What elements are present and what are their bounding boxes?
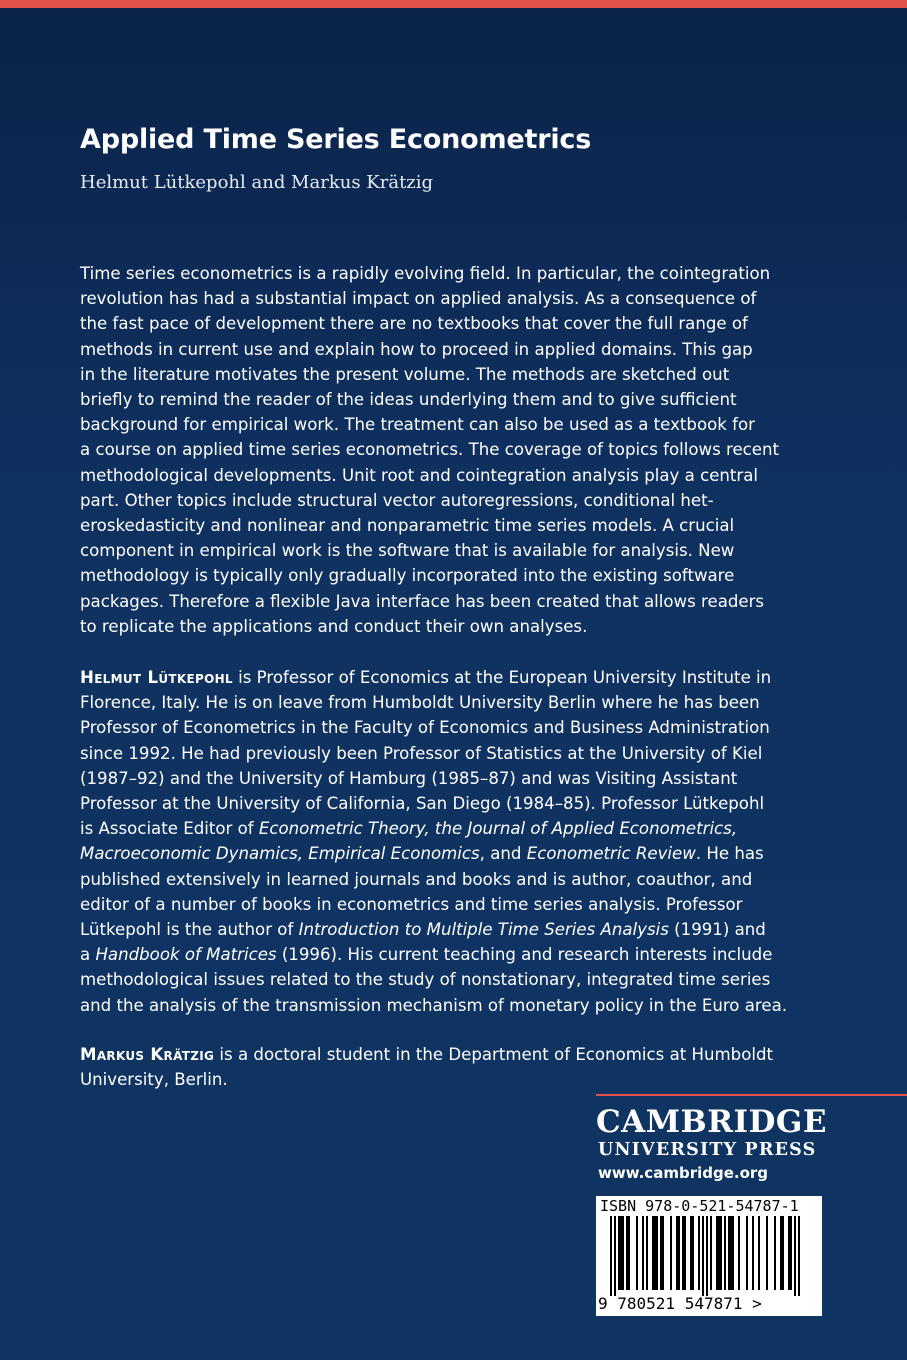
barcode-bar [690,1216,692,1290]
bio-line: and the analysis of the transmission mechanism of monetary policy in the Euro area. [80,995,788,1015]
blurb-line: part. Other topics include structural vector autoregressions, conditional het- [80,490,714,510]
barcode-bar [702,1216,704,1296]
publisher-subtitle: UNIVERSITY PRESS [598,1140,817,1160]
barcode-bar [774,1216,776,1290]
barcode-bar [636,1216,638,1290]
barcode-bar [654,1216,656,1290]
blurb-line: methodological developments. Unit root and cointegration analysis play a central [80,465,759,485]
barcode-bar [780,1216,782,1290]
barcode-bar [610,1216,612,1296]
bio-line: (1987–92) and the University of Hamburg (1985–87) and was Visiting Assistant [80,768,738,788]
barcode-bar [788,1216,790,1290]
bio-line: published extensively in learned journals and books and is author, coauthor, and [80,869,753,889]
publisher-divider [596,1094,907,1096]
barcode-bar [678,1216,680,1290]
barcode-bar [758,1216,760,1290]
barcode-bar [652,1216,654,1290]
barcode-bar [614,1216,616,1296]
barcode-bar [618,1216,620,1290]
barcode-bar [698,1216,700,1290]
bio-line: Florence, Italy. He is on leave from Humboldt University Berlin where he has been [80,693,760,713]
barcode-bar [656,1216,658,1290]
barcode-bar [662,1216,664,1290]
blurb-line: to replicate the applications and conduct their own analyses. [80,616,588,636]
barcode-bar [782,1216,784,1290]
blurb-line: in the literature motivates the present volume. The methods are sketched out [80,364,730,384]
blurb-line: Time series econometrics is a rapidly evolving field. In particular, the cointegration [80,264,771,283]
book-authors: Helmut Lütkepohl and Markus Krätzig [80,172,434,193]
bio-line: since 1992. He had previously been Professor of Statistics at the University of Kiel [80,743,763,763]
blurb-paragraph [80,261,830,639]
barcode-bar [706,1216,708,1296]
barcode-bar [676,1216,678,1290]
barcode-bar [684,1216,686,1290]
publisher-url: www.cambridge.org [598,1164,769,1182]
bio-line: methodological issues related to the study of nonstationary, integrated time series [80,970,771,990]
bio-line: Professor at the University of California, San Diego (1984–85). Professor Lütkepohl [80,794,765,814]
barcode-bar [790,1216,792,1290]
blurb-line: component in empirical work is the software that is available for analysis. New [80,541,735,561]
isbn-barcode [596,1196,822,1316]
barcode-bars [596,1216,822,1296]
barcode-bar [622,1216,624,1290]
barcode-bar [692,1216,694,1290]
barcode-bar [728,1216,730,1290]
barcode-bar [710,1216,712,1290]
barcode-bar [720,1216,722,1290]
barcode-bar [682,1216,684,1290]
barcode-bar [670,1216,672,1290]
barcode-bar [738,1216,740,1290]
barcode-bar [646,1216,648,1290]
blurb-line: methods in current use and explain how to proceed in applied domains. This gap [80,339,753,359]
barcode-bar [732,1216,734,1290]
bio-line: editor of a number of books in econometrics and time series analysis. Professor [80,894,743,914]
book-reference: Handbook of Matrices [95,945,277,965]
blurb-line: briefly to remind the reader of the ideas underlying them and to give sufficient [80,390,737,410]
bio-line: University, Berlin. [80,1070,228,1090]
isbn-label: ISBN 978-0-521-54787-1 [600,1197,799,1215]
author-bio-kratzig: Markus Krätzig is a doctoral student in the Department of Economics at Humboldt University, Berlin. [80,1042,830,1092]
barcode-bar [794,1216,796,1296]
barcode-bar [660,1216,662,1290]
blurb-line: a course on applied time series econometrics. The coverage of topics follows recent [80,440,780,460]
bio-author-name: Markus Krätzig [80,1045,215,1064]
barcode-bar [716,1216,718,1290]
book-reference: Introduction to Multiple Time Series Analysis [298,920,669,940]
ean-digits: 9 780521 547871 > [598,1294,762,1313]
barcode-bar [626,1216,628,1290]
blurb-line: the fast pace of development there are no textbooks that cover the full range of [80,314,748,334]
barcode-bar [730,1216,732,1290]
barcode-bar [642,1216,644,1290]
barcode-bar [628,1216,630,1290]
journal-titles: Econometric Theory, the Journal of Applied Econometrics, [258,819,738,839]
blurb-line: methodology is typically only gradually incorporated into the existing software [80,566,735,586]
blurb-line: background for empirical work. The treatment can also be used as a textbook for [80,415,755,435]
bio-line: Professor of Econometrics in the Faculty of Economics and Business Administration [80,718,770,738]
barcode-bar [724,1216,726,1290]
book-title: Applied Time Series Econometrics [80,124,592,155]
barcode-bar [620,1216,622,1290]
blurb-line: eroskedasticity and nonlinear and nonparametric time series models. A crucial [80,516,735,536]
barcode-bar [766,1216,768,1290]
barcode-bar [746,1216,748,1290]
blurb-line: packages. Therefore a flexible Java interface has been created that allows readers [80,591,765,611]
blurb-line: revolution has had a substantial impact on applied analysis. As a consequence of [80,289,757,309]
barcode-bar [752,1216,754,1290]
publisher-logo: CAMBRIDGE [596,1104,827,1140]
top-accent-band [0,0,907,8]
author-bio-lutkepohl: Helmut Lütkepohl is Professor of Economics at the European University Institute in Florence, Italy. He is on leave from Humboldt University Berlin where he has been Professor of Econometrics in the Faculty of Economics and Business Administration since 1992. He had previously been Professor of Statistics at the University of Kiel (1987–92) and the University of Hamburg (1985–87) and was Visiting Assistant Professor at the University of California, San Diego (1984–85). Professor Lütkepohl is Associate Editor of Econometric Theory, the Journal of Applied Econometrics, Macroeconomic Dynamics, Empirical Economics, and Econometric Review. He has published extensively in learned journals and books and is author, coauthor, and editor of a number of books in econometrics and time series analysis. Professor Lütkepohl is the author of Introduction to Multiple Time Series Analysis (1991) and a Handbook of Matrices (1996). His current teaching and research interests include methodological issues related to the study of nonstationary, integrated time series and the analysis of the transmission mechanism of monetary policy in the Euro area. [80,665,830,1018]
barcode-bar [718,1216,720,1290]
barcode-bar [798,1216,800,1296]
bio-author-name: Helmut Lütkepohl [80,668,233,687]
